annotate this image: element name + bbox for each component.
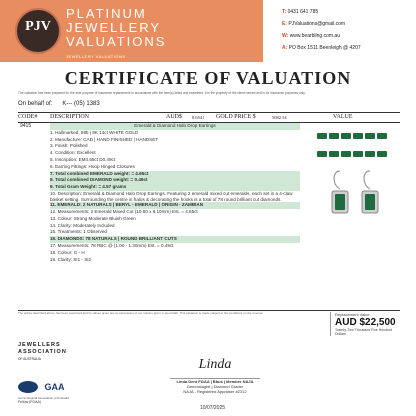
item-line: 8. Total combined DIAMOND weight: = 0.49ct <box>50 177 300 184</box>
jewellers-association: JEWELLERS ASSOCIATION OF AUSTRALIA <box>18 342 67 361</box>
table-header <box>18 112 400 123</box>
on-behalf: On behalf of: K--- (05) 1383 <box>18 101 100 107</box>
item-description <box>50 123 300 263</box>
header-banner <box>0 0 263 62</box>
contact-email: E: PJValuations@gmail.com <box>282 21 346 27</box>
item-line: 15. Treatments: 1 Observed <box>50 229 107 235</box>
item-row <box>18 123 400 311</box>
gaa-logo: GAA Gemmological Association of Australia <box>18 381 69 400</box>
thumbnail-strip <box>316 127 396 163</box>
gaa-mark-icon <box>18 381 38 393</box>
item-line: 10. Description: Emerald & Diamond Halo Drop Earrings. Featuring 2 emerald mixed cut emeralds, each set in a 4-claw basket setting. Surrounding the centre in halos & decorating the hooks is a total of 78 round brilliant cut diamonds. <box>50 190 293 202</box>
item-line: 6. Earring Fittings: Hoop Hinged Closures <box>50 163 135 169</box>
logo <box>15 8 61 54</box>
item-line: 3. Finish: Polished <box>50 143 88 149</box>
item-line: 11. EMERALD: 2 NATURALS | BERYL - EMERALD | ORIGIN - ZAMBIAN <box>50 202 300 209</box>
gold-price-value: 5082.54 <box>272 115 287 120</box>
value-header: VALUE <box>333 114 353 120</box>
item-line: 13. Colour: Strong Moderate Bluish Green <box>50 215 136 221</box>
fellow-badge: Fellow (FGAA) <box>18 400 41 404</box>
header <box>0 0 416 62</box>
item-line: 16. DIAMONDS: 78 NATURALS | ROUND BRILLIANT CUTS <box>50 236 300 243</box>
item-line: 2. Manufacture: CAD | HAND FINISHED | HANDSET <box>50 136 159 142</box>
brand-sub: JEWELLERY VALUATIONS <box>66 54 126 59</box>
contact-phone: T: 0431 641 785 <box>282 9 319 15</box>
certificate-title: CERTIFICATE OF VALUATION <box>64 68 352 88</box>
aud-value: 0.6541 <box>192 115 205 120</box>
description-header: DESCRIPTION <box>50 114 90 120</box>
brand-line-2: JEWELLERY <box>66 20 162 35</box>
code-header: CODE# <box>18 114 38 120</box>
item-line: 12. Measurements: 2 Emerald Mixed Cut (10.60 x 8.10mm) Est. = 4.65ct <box>50 208 198 214</box>
replacement-value <box>330 312 403 336</box>
item-line: 7. Total combined EMERALD weight: = 4.65ct <box>50 171 300 178</box>
replacement-words: Twenty-Two Thousand Five Hundred Dollars <box>335 328 393 336</box>
contact-info <box>282 6 412 54</box>
contact-address: A: PO Box 1511 Beenleigh @ 4207 <box>282 45 361 51</box>
intro-text: The valuation has been prepared for the sole purpose of insurance replacement in accordance with the item(s) listed and examined. It is the property of the client named and is for insurance purposes only. <box>18 91 306 95</box>
issue-date: 10/07/2025 <box>200 405 226 411</box>
brand-name <box>66 7 166 64</box>
footnote: The article described above has been examined and its values given are an expression of our opinion given in good faith. This valuation is made subject to the conditions on the reverse. <box>18 311 264 315</box>
aud-header: AUD$ <box>166 114 182 120</box>
item-line: 4. Condition: Excellent <box>50 150 96 156</box>
replacement-label: Replacement Value <box>335 312 370 317</box>
item-line: 14. Clarity: Moderately Included <box>50 222 115 228</box>
item-images <box>310 123 400 310</box>
logo-text: PJV <box>25 19 51 34</box>
gold-price-header: GOLD PRICE $ <box>216 114 256 120</box>
item-line: 1. Hallmarked: 585 | 9K 14ct WHITE GOLD <box>50 129 139 135</box>
signature-block: Linda Linda Dent FGAA | Bbus | Member NAJA Gemmologist | Diamond Grader NAJA - Registered Appraiser #2312 <box>170 362 260 394</box>
earring-photo <box>322 167 388 251</box>
item-line: 18. Colour: G - H <box>50 249 85 255</box>
brand-line-3: VALUATIONS <box>66 34 167 49</box>
contact-website: W: www.bearbling.com.au <box>282 33 340 39</box>
item-line: 19. Clarity: SI1 - SI2 <box>50 256 92 262</box>
item-line: 17. Measurements: 78 RBC @ (1.00 - 1.30mm) Est. = 0.49ct <box>50 242 174 248</box>
item-headline: Emerald & Diamond Halo Drop Earrings <box>50 123 300 130</box>
item-line: 5. Inscription: EM4.65ct D0.49ct <box>50 156 116 162</box>
item-line: 9. Total Gram Weight: = 4.57 grams <box>50 184 300 191</box>
item-code: 9415 <box>20 123 32 129</box>
brand-line-1: PLATINUM <box>66 6 147 21</box>
signature: Linda <box>170 362 260 379</box>
replacement-amount: AUD $22,500 <box>335 317 396 328</box>
